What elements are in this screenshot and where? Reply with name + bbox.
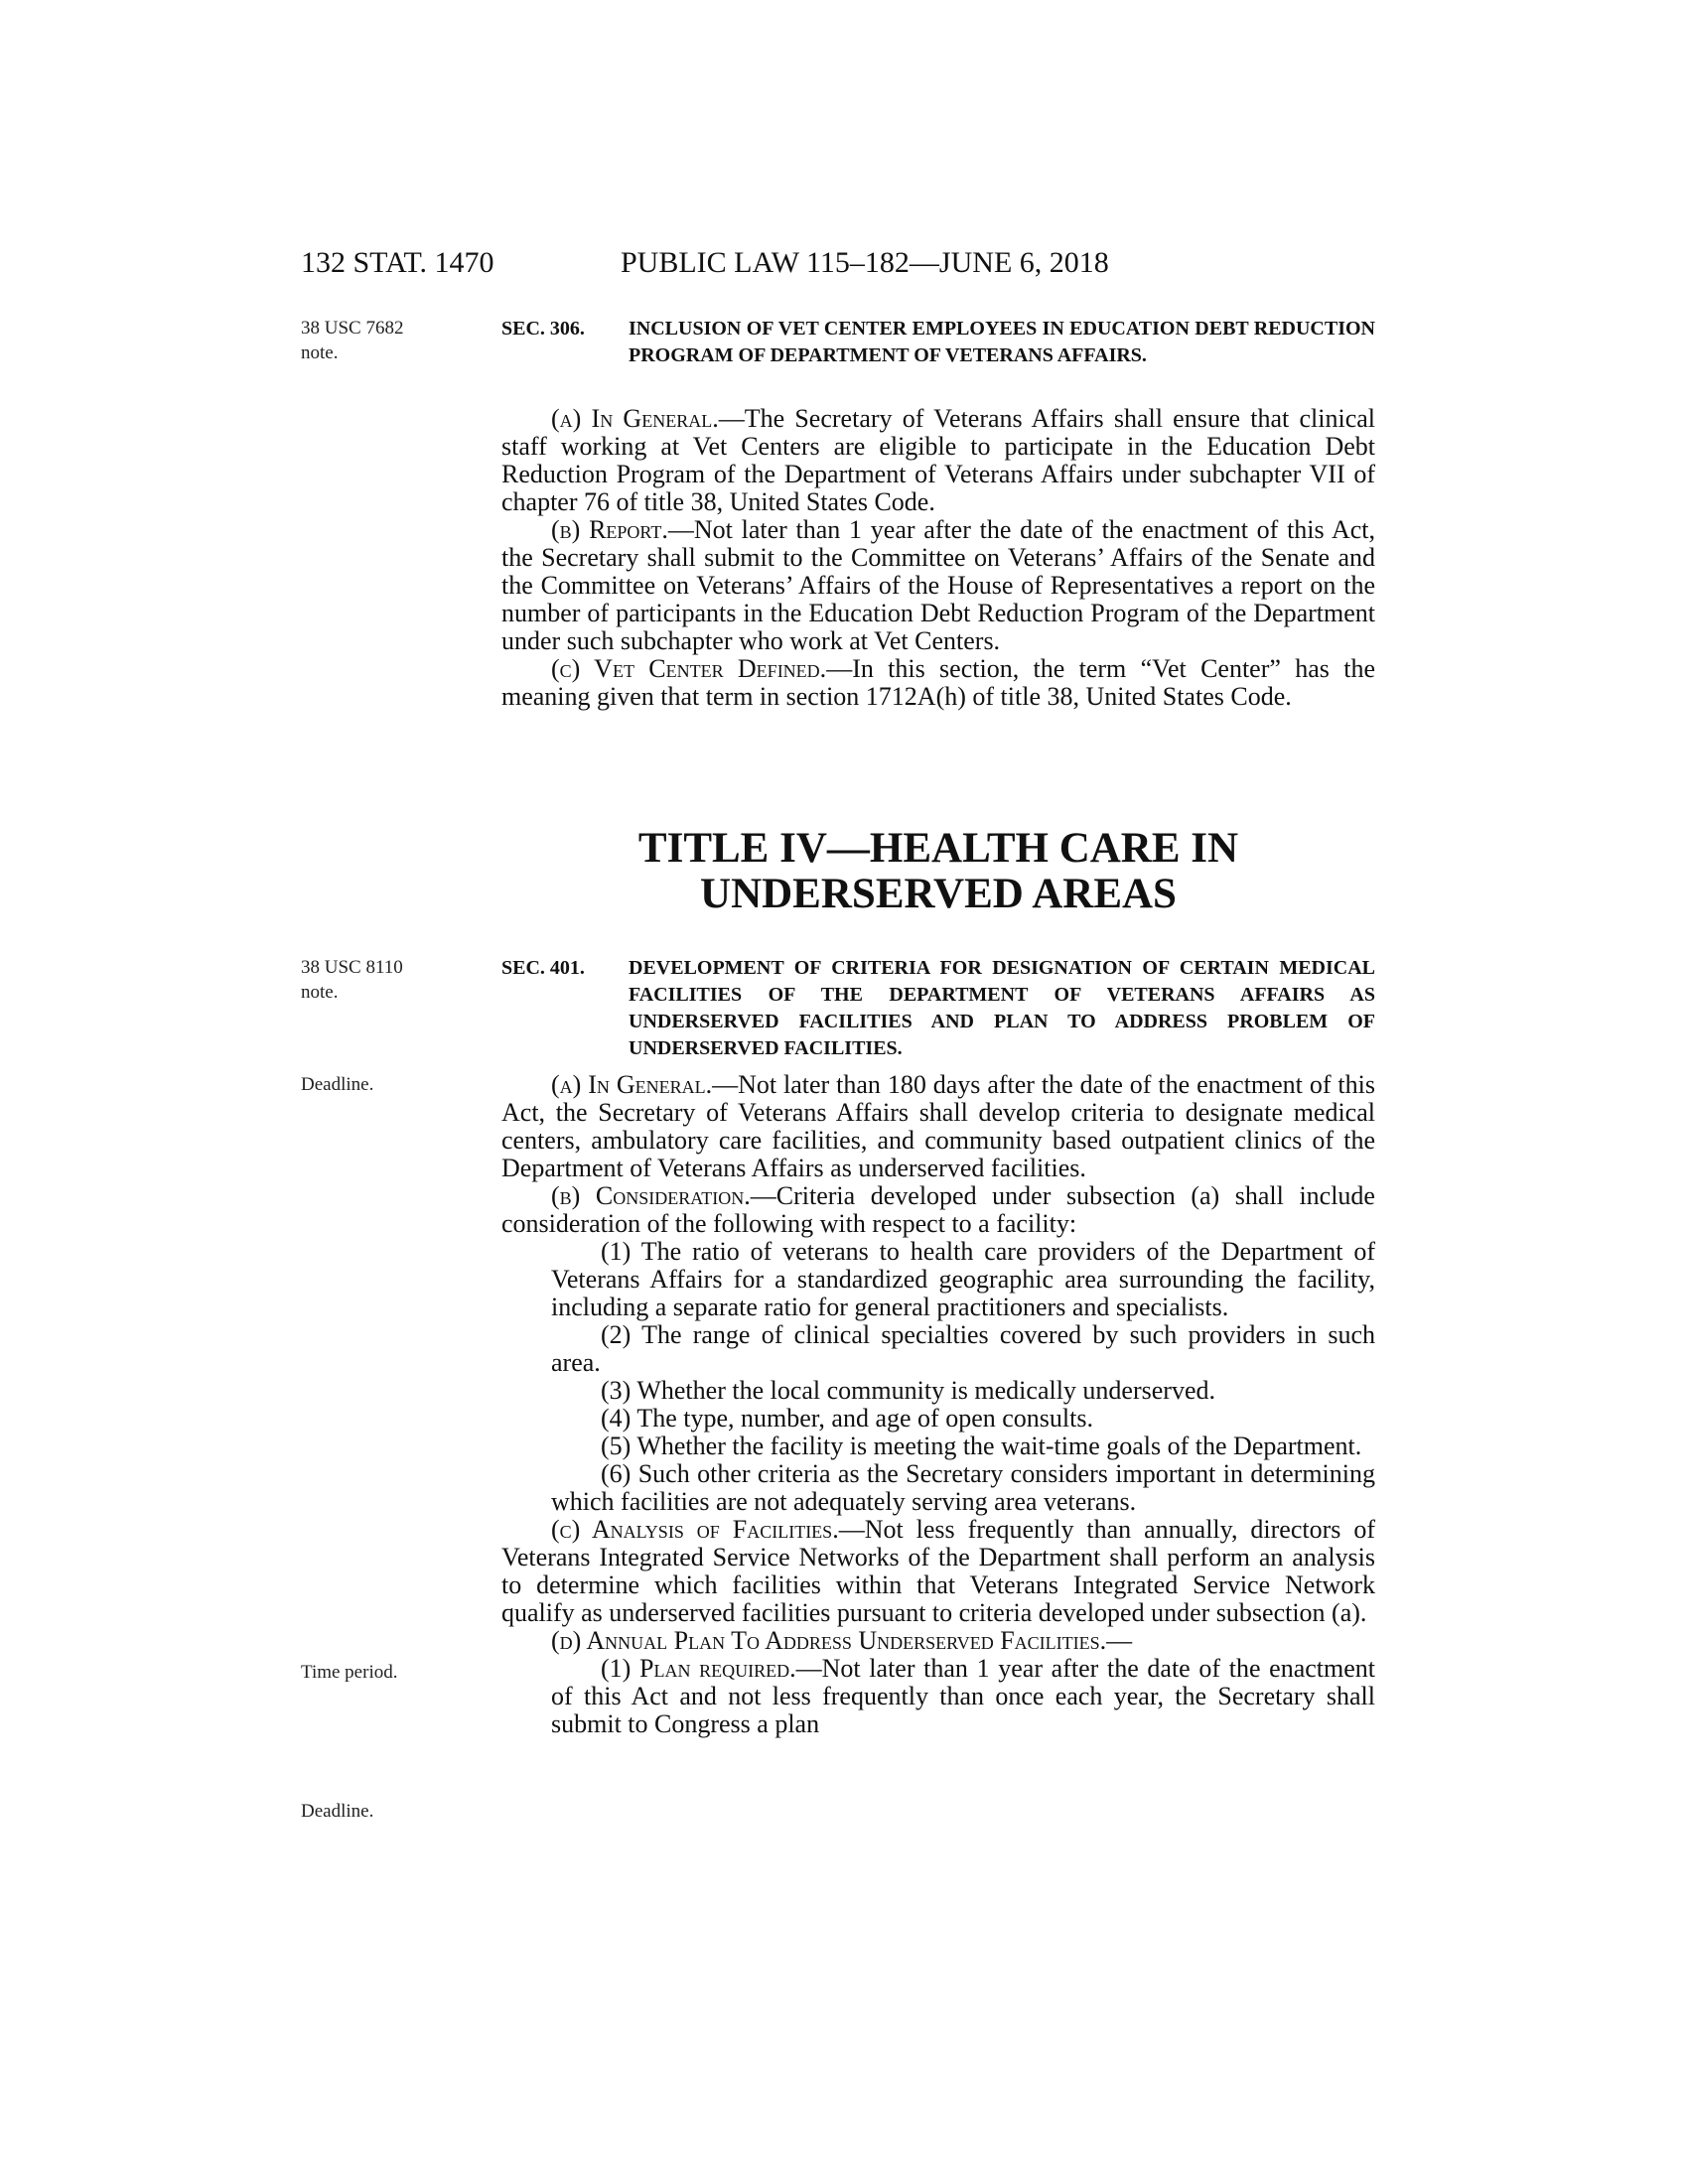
margin-note-deadline: Deadline. xyxy=(301,1074,374,1095)
section-number: SEC. 401. xyxy=(501,957,585,979)
subsection-b xyxy=(501,1182,1375,1238)
subsection-c xyxy=(501,1516,1375,1627)
section-306-body xyxy=(501,405,1375,711)
page-header xyxy=(0,246,1688,296)
paragraph-item: (6) Such other criteria as the Secretary considers important in determining which facilities are not adequately serving area veterans. xyxy=(551,1459,1375,1516)
subsection-label: (a) In General. xyxy=(551,1070,713,1099)
title-iv-heading xyxy=(0,826,1688,917)
section-401-body xyxy=(501,1071,1375,1738)
subsection-text: —Not later than 1 year after the date of the enactment of this Act, the Secretary shall submit to the Committee on Veterans’ Affairs of the Senate and the Committee on Veterans’ Affairs of the House of Representatives a report on the number of participants in the Education Debt Reduction Program of the Department under such subchapter who work at Vet Centers. xyxy=(501,515,1375,655)
subsection-text: —Criteria developed under subsection (a) shall include consideration of the following with respect to a facility: xyxy=(501,1181,1375,1238)
subsection-label: (c) Analysis of Facilities. xyxy=(551,1515,839,1544)
subsection-label: (c) Vet Center Defined. xyxy=(551,654,827,683)
public-law-citation: PUBLIC LAW 115–182—JUNE 6, 2018 xyxy=(621,246,1109,279)
section-number: SEC. 306. xyxy=(501,318,585,340)
paragraph-item: (4) The type, number, and age of open consults. xyxy=(601,1404,1093,1433)
paragraph-item: (3) Whether the local community is medically underserved. xyxy=(601,1376,1215,1405)
margin-note-time-period: Time period. xyxy=(301,1662,398,1683)
paragraph-item: (1) The ratio of veterans to health care providers of the Department of Veterans Affairs for a standardized geographic area surrounding the facility, including a separate ratio for general practitioners and specialists. xyxy=(551,1237,1375,1321)
section-306-heading xyxy=(501,316,1375,369)
paragraph-item: (2) The range of clinical specialties covered by such providers in such area. xyxy=(551,1320,1375,1377)
subsection-label: (b) Report. xyxy=(551,515,668,544)
paragraph-text: —Not later than 1 year after the date of the enactment of this Act and not less frequently than once each year, the Secretary shall submit to Congress a plan xyxy=(551,1654,1375,1738)
subsection-text: —The Secretary of Veterans Affairs shall ensure that clinical staff working at Vet Centers are eligible to participate in the Education Debt Reduction Program of the Department of Veterans Affairs under subchapter VII of chapter 76 of title 38, United States Code. xyxy=(501,404,1375,516)
margin-note-line: note. xyxy=(301,342,339,363)
margin-note-line: note. xyxy=(301,982,339,1003)
margin-note-line: 38 USC 7682 xyxy=(301,318,404,339)
subsection-label: (d) Annual Plan To Address Underserved Facilities. xyxy=(551,1626,1107,1655)
subsection-a xyxy=(501,1071,1375,1182)
margin-note-usc-7682 xyxy=(301,316,460,365)
margin-note-usc-8110 xyxy=(301,955,460,1005)
section-heading-text: DEVELOPMENT OF CRITERIA FOR DESIGNATION OF CERTAIN MEDICAL FACILITIES OF THE DEPARTMENT OF VETERANS AFFAIRS AS UNDERSERVED FACILITIES AND PLAN TO ADDRESS PROBLEM OF UNDERSERVED FACILITIES. xyxy=(629,957,1375,1059)
statute-page-number: 132 STAT. 1470 xyxy=(301,246,494,279)
section-401-heading xyxy=(501,955,1375,1062)
subsection-text: —Not later than 180 days after the date of the enactment of this Act, the Secretary of Veterans Affairs shall develop criteria to designate medical centers, ambulatory care facilities, and community based outpatient clinics of the Department of Veterans Affairs as underserved facilities. xyxy=(501,1070,1375,1182)
title-line: UNDERSERVED AREAS xyxy=(700,871,1177,917)
paragraph-label: (1) Plan required. xyxy=(601,1654,796,1683)
subsection-label: (b) Consideration. xyxy=(551,1181,751,1210)
section-heading-text: INCLUSION OF VET CENTER EMPLOYEES IN EDUCATION DEBT REDUCTION PROGRAM OF DEPARTMENT OF VETERANS AFFAIRS. xyxy=(629,318,1375,366)
subsection-a xyxy=(501,405,1375,516)
subsection-c xyxy=(501,655,1375,711)
subsection-label: (a) In General. xyxy=(551,404,719,433)
title-line: TITLE IV—HEALTH CARE IN xyxy=(637,825,1239,872)
subsection-text: — xyxy=(1106,1626,1133,1655)
subsection-d xyxy=(501,1627,1375,1655)
subsection-text: —In this section, the term “Vet Center” has the meaning given that term in section 1712A(h) of title 38, United States Code. xyxy=(501,654,1375,711)
margin-note-line: 38 USC 8110 xyxy=(301,957,403,978)
paragraph-d1 xyxy=(501,1655,1375,1738)
subsection-text: —Not less frequently than annually, directors of Veterans Integrated Service Networks of the Department shall perform an analysis to determine which facilities within that Veterans Integrated Service Network qualify as underserved facilities pursuant to criteria developed under subsection (a). xyxy=(501,1515,1375,1627)
margin-note-deadline: Deadline. xyxy=(301,1801,374,1822)
subsection-b xyxy=(501,516,1375,655)
paragraph-item: (5) Whether the facility is meeting the wait-time goals of the Department. xyxy=(601,1432,1362,1460)
